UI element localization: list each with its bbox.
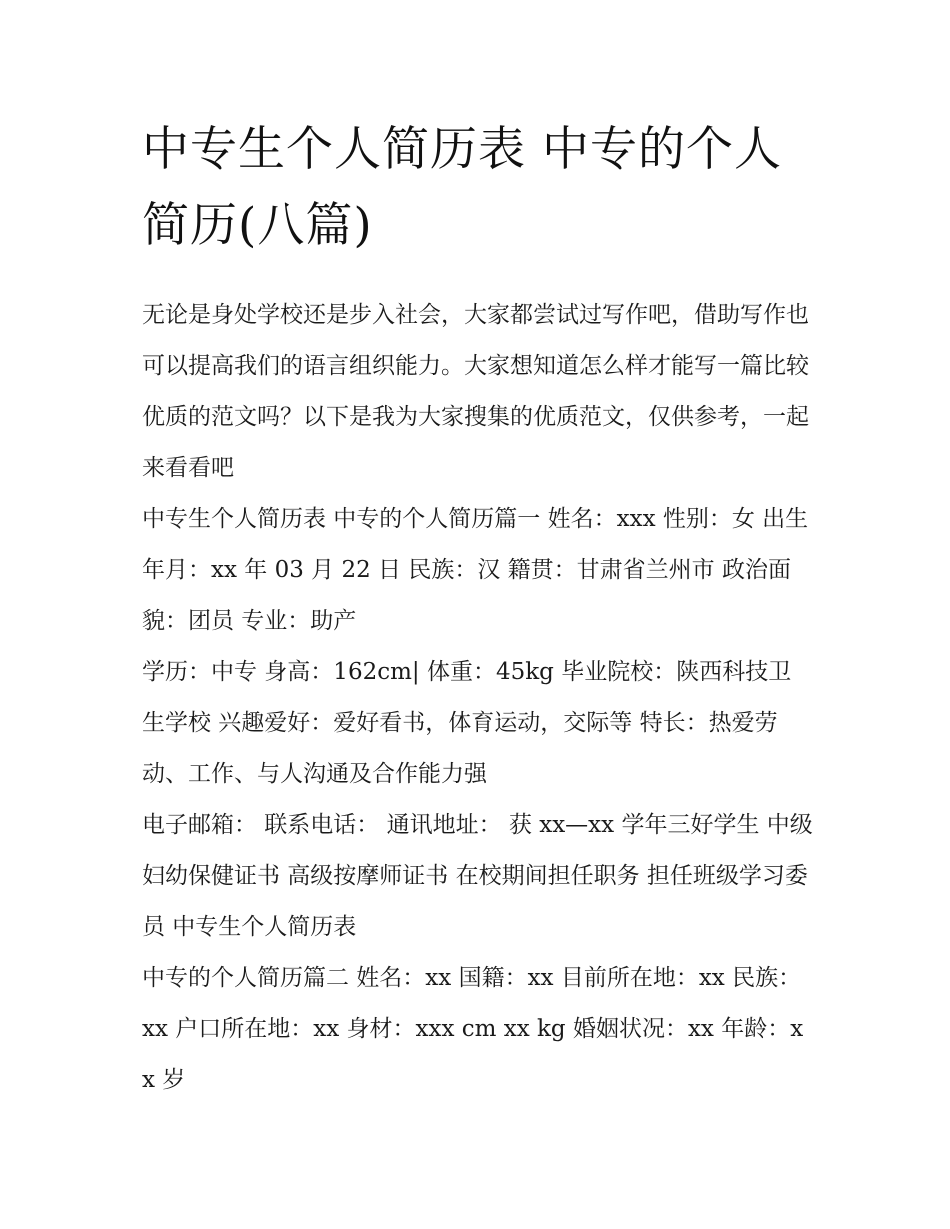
document-body: [142, 112, 814, 1106]
document-title: 中专生个人简历表 中专的个人简历(八篇): [142, 122, 782, 253]
resume-one-basic-info: 中专生个人简历表 中专的个人简历篇一 姓名：xxx 性别：女 出生年月：xx 年 03 月 22 日 民族：汉 籍贯：甘肃省兰州市 政治面貌：团员 专业：助产: [142, 506, 809, 634]
resume-two-basic-info: 中专的个人简历篇二 姓名：xx 国籍：xx 目前所在地：xx 民族：xx 户口所在地：xx 身材：xxx cm xx kg 婚姻状况：xx 年龄：xx 岁: [142, 965, 804, 1093]
resume-one-education-info: 学历：中专 身高：162cm| 体重：45kg 毕业院校：陕西科技卫生学校 兴趣爱好：爱好看书，体育运动，交际等 特长：热爱劳动、工作、与人沟通及合作能力强: [142, 659, 792, 787]
intro-paragraph: 无论是身处学校还是步入社会，大家都尝试过写作吧，借助写作也可以提高我们的语言组织能力。大家想知道怎么样才能写一篇比较优质的范文吗？以下是我为大家搜集的优质范文，仅供参考，一起来看看吧: [142, 302, 809, 481]
resume-one-contact-awards: 电子邮箱： 联系电话： 通讯地址： 获 xx—xx 学年三好学生 中级妇幼保健证书 高级按摩师证书 在校期间担任职务 担任班级学习委员 中专生个人简历表: [142, 812, 813, 940]
